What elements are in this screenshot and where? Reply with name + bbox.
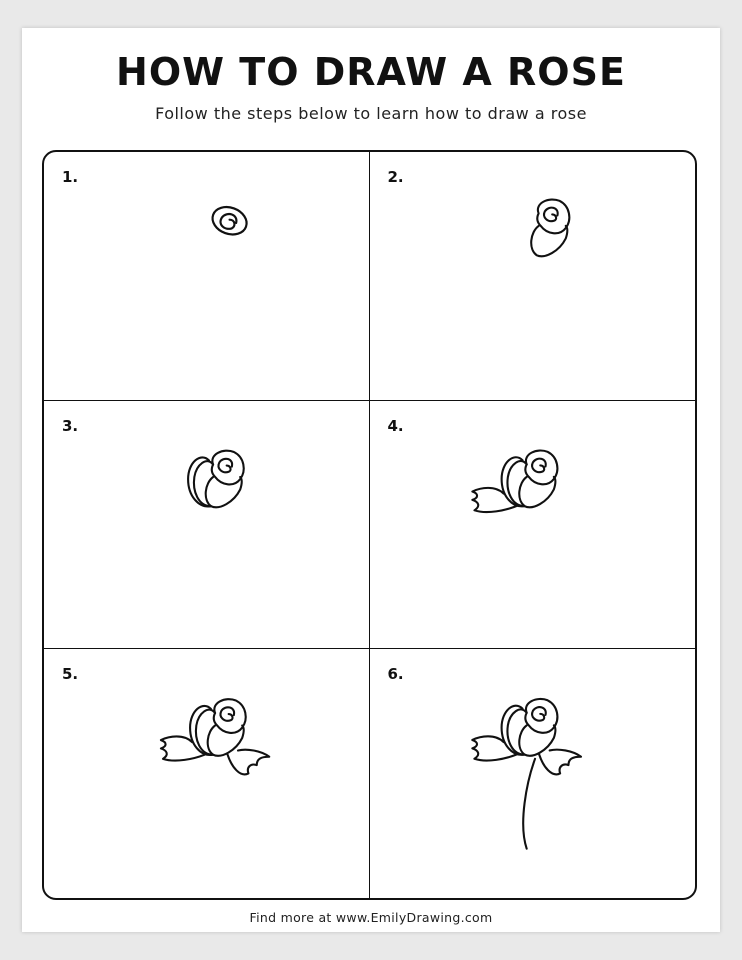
page-subtitle: Follow the steps below to learn how to draw a rose xyxy=(155,104,587,123)
rose-step-5-icon xyxy=(44,649,369,898)
rose-step-4-icon xyxy=(370,401,696,649)
steps-grid xyxy=(42,150,697,900)
step-panel-1 xyxy=(44,152,370,401)
rose-step-2-icon xyxy=(370,152,696,400)
step-number: 3. xyxy=(62,416,79,435)
step-panel-3 xyxy=(44,401,370,650)
rose-step-6-icon xyxy=(370,649,696,898)
rose-step-1-icon xyxy=(44,152,369,400)
worksheet xyxy=(22,28,720,932)
rose-step-3-icon xyxy=(44,401,369,649)
step-number: 1. xyxy=(62,168,79,186)
step-panel-4 xyxy=(370,401,696,650)
step-number: 2. xyxy=(387,168,404,186)
step-panel-2 xyxy=(370,152,696,401)
step-panel-5 xyxy=(44,649,370,898)
step-panel-6 xyxy=(370,649,696,898)
step-number: 4. xyxy=(387,416,404,435)
step-number: 5. xyxy=(62,665,79,684)
page-title: HOW TO DRAW A ROSE xyxy=(116,50,626,94)
step-number: 6. xyxy=(387,665,404,684)
footer-credit: Find more at www.EmilyDrawing.com xyxy=(249,910,493,925)
